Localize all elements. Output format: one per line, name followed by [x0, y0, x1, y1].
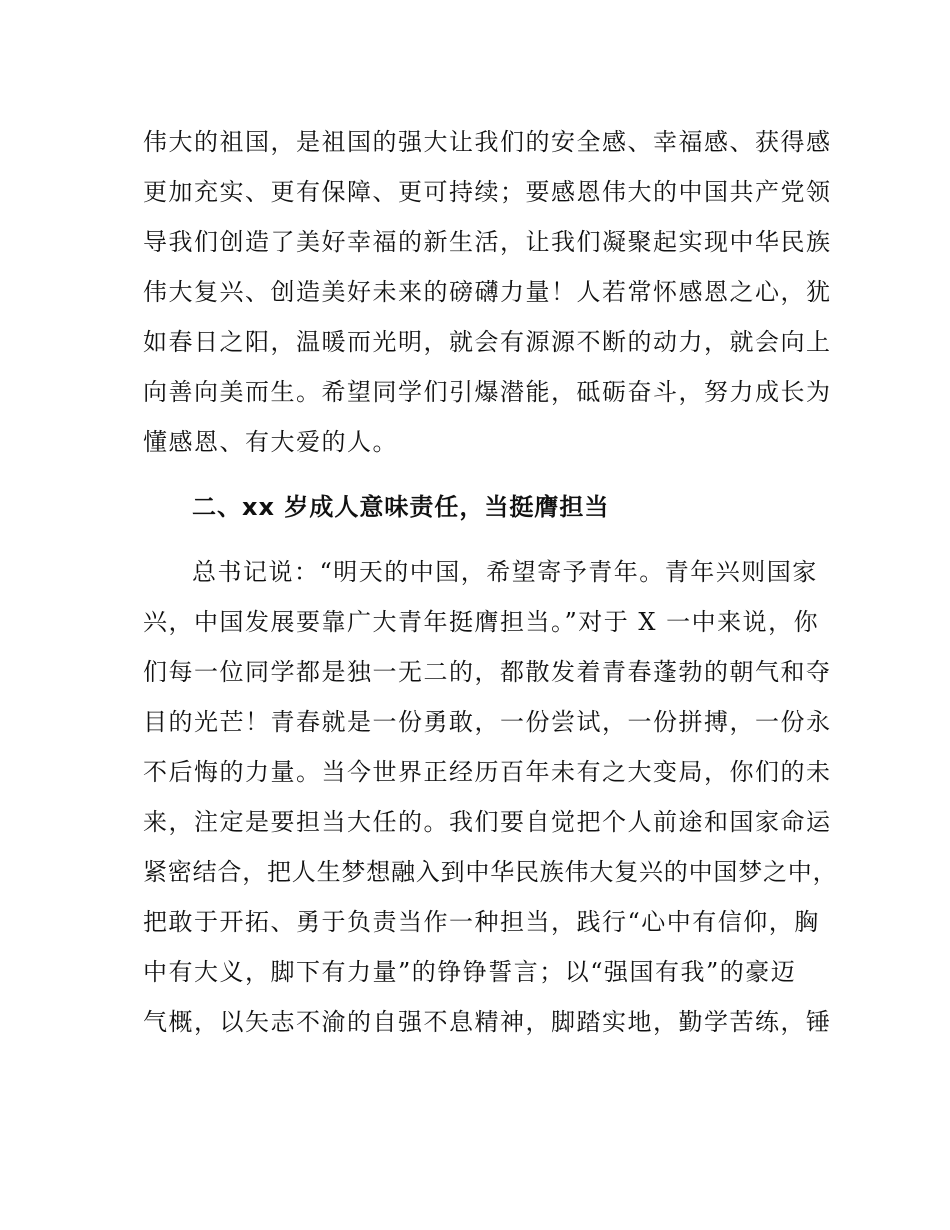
paragraph-line: 总书记说：“明天的中国，希望寄予青年。青年兴则国家: [192, 558, 818, 586]
paragraph-line: 气概，以矢志不渝的自强不息精神，脚踏实地，勤学苦练，锤: [143, 1008, 832, 1036]
paragraph-line: 伟大复兴、创造美好未来的磅礴力量！人若常怀感恩之心，犹: [143, 278, 832, 306]
paragraph-line: 把敢于开拓、勇于负责当作一种担当，践行“心中有信仰，胸: [143, 908, 820, 936]
paragraph-line: 懂感恩、有大爱的人。: [143, 428, 398, 456]
paragraph-line: 更加充实、更有保障、更可持续；要感恩伟大的中国共产党领: [143, 178, 832, 206]
paragraph-line: 们每一位同学都是独一无二的，都散发着青春蓬勃的朝气和夺: [143, 658, 832, 686]
paragraph-line: 如春日之阳，温暖而光明，就会有源源不断的动力，就会向上: [143, 328, 832, 356]
paragraph-line: 紧密结合，把人生梦想融入到中华民族伟大复兴的中国梦之中，: [143, 858, 838, 886]
paragraph-line: 伟大的祖国，是祖国的强大让我们的安全感、幸福感、获得感: [143, 128, 832, 156]
paragraph-line: 导我们创造了美好幸福的新生活，让我们凝聚起实现中华民族: [143, 228, 832, 256]
paragraph-line: 目的光芒！青春就是一份勇敢，一份尝试，一份拼搏，一份永: [143, 708, 832, 736]
paragraph-line: 兴，中国发展要靠广大青年挺膺担当。”对于 X 一中来说，你: [143, 608, 820, 636]
paragraph-line: 来，注定是要担当大任的。我们要自觉把个人前途和国家命运: [143, 808, 832, 836]
paragraph-line: 中有大义，脚下有力量”的铮铮誓言；以“强国有我”的豪迈: [143, 958, 797, 986]
section-heading: 二、xx 岁成人意味责任，当挺膺担当: [192, 493, 610, 521]
paragraph-line: 向善向美而生。希望同学们引爆潜能，砥砺奋斗，努力成长为: [143, 378, 832, 406]
paragraph-line: 不后悔的力量。当今世界正经历百年未有之大变局，你们的未: [143, 758, 832, 786]
